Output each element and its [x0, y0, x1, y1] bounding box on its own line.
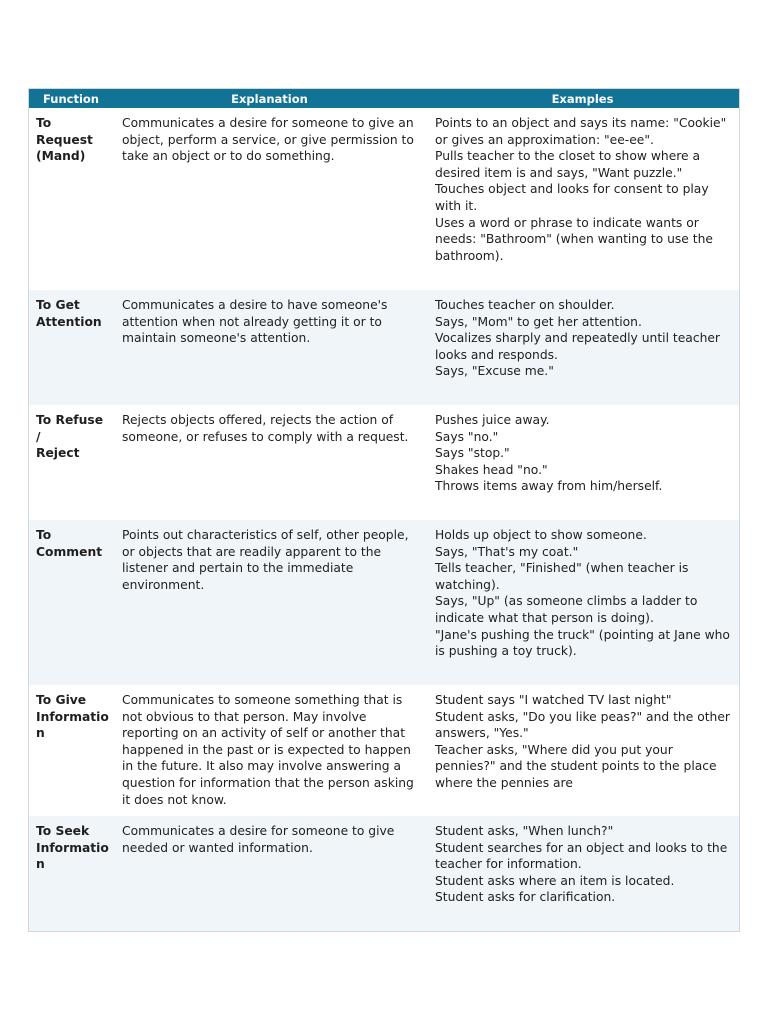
function-label-line: n: [36, 726, 45, 741]
function-cell: [29, 685, 113, 816]
example-item: Student asks for clarification.: [435, 890, 616, 905]
example-item: "Jane's pushing the truck" (pointing at Jane who is pushing a toy truck).: [435, 627, 730, 659]
explanation-cell: Rejects objects offered, rejects the action of someone, or refuses to comply with a request.: [122, 413, 409, 444]
function-cell: [29, 405, 113, 520]
example-item: Holds up object to show someone.: [435, 528, 647, 542]
header-explanation: Explanation: [231, 91, 308, 106]
function-label-line: Attention: [36, 314, 102, 329]
function-label-line: n: [36, 857, 45, 872]
example-item: Vocalizes sharply and repeatedly until teacher looks and responds.: [435, 331, 720, 362]
table-row: [29, 685, 739, 816]
table-row: [29, 290, 739, 405]
header-examples: Examples: [551, 91, 614, 106]
examples-cell: [426, 685, 739, 816]
table-header: [29, 89, 739, 108]
function-label-line: Reject: [36, 446, 80, 461]
examples-cell: [426, 108, 739, 290]
example-item: Says, "Mom" to get her attention.: [435, 314, 642, 329]
example-item: Teacher asks, "Where did you put your pennies?" and the student points to the place where the pennies are: [435, 742, 717, 790]
function-label-line: To: [36, 528, 52, 542]
function-cell: [29, 520, 113, 685]
example-item: Touches teacher on shoulder.: [435, 298, 615, 312]
examples-cell: [426, 405, 739, 520]
example-item: Shakes head "no.": [435, 462, 548, 477]
header-function: Function: [42, 91, 99, 106]
example-item: Points to an object and says its name: "Cookie" or gives an approximation: "ee-ee".: [435, 116, 727, 147]
function-label-line: Comment: [36, 544, 103, 559]
example-item: Student asks, "Do you like peas?" and the other answers, "Yes.": [435, 709, 730, 741]
table-row: [29, 520, 739, 685]
example-item: Tells teacher, "Finished" (when teacher is watching).: [435, 561, 689, 592]
function-label-line: (Mand): [36, 149, 86, 164]
example-item: Touches object and looks for consent to play with it.: [435, 182, 709, 213]
example-item: Says, "That's my coat.": [435, 544, 579, 559]
function-label-line: To Give: [36, 693, 87, 707]
function-label-line: To Get: [36, 298, 80, 312]
example-item: Uses a word or phrase to indicate wants or needs: "Bathroom" (when wanting to use the bathroom).: [435, 215, 713, 263]
function-cell: [29, 108, 113, 290]
function-label-line: To Seek: [36, 824, 90, 838]
table-body: [29, 108, 739, 931]
examples-cell: [426, 290, 739, 405]
example-item: Student asks where an item is located.: [435, 873, 675, 888]
examples-cell: [426, 520, 739, 685]
example-item: Student searches for an object and looks to the teacher for information.: [435, 840, 728, 872]
table-row: [29, 816, 739, 931]
example-item: Says "no.": [435, 429, 499, 444]
example-item: Student asks, "When lunch?": [435, 824, 614, 838]
example-item: Student says "I watched TV last night": [435, 693, 672, 707]
table-row: [29, 405, 739, 520]
explanation-cell: Communicates a desire for someone to give needed or wanted information.: [122, 824, 395, 855]
function-cell: [29, 290, 113, 405]
communication-functions-table: [28, 88, 740, 932]
explanation-cell: Communicates a desire to have someone's attention when not already getting it or to maintain someone's attention.: [122, 298, 388, 346]
example-item: Pushes juice away.: [435, 413, 550, 427]
function-label-line: Informatio: [36, 840, 109, 855]
function-label-line: To Refuse /: [36, 413, 104, 444]
example-item: Says "stop.": [435, 446, 510, 461]
example-item: Says, "Up" (as someone climbs a ladder to indicate what that person is doing).: [435, 594, 698, 625]
examples-cell: [426, 816, 739, 931]
example-item: Pulls teacher to the closet to show where a desired item is and says, "Want puzzle.": [435, 149, 701, 180]
explanation-cell: Points out characteristics of self, other people, or objects that are readily apparent to the listener and pertain to the immediate environment.: [122, 528, 409, 592]
example-item: Throws items away from him/herself.: [435, 479, 663, 494]
function-cell: [29, 816, 113, 931]
explanation-cell: Communicates a desire for someone to give an object, perform a service, or give permission to take an object or to do something.: [122, 116, 414, 164]
function-label-line: Informatio: [36, 709, 109, 724]
explanation-cell: Communicates to someone something that is not obvious to that person. May involve reporting on an activity of self or another that happened in the past or is expected to happen in the future. It also may involve answering a question for information that the person asking it does not know.: [122, 693, 414, 807]
function-label-line: To Request: [36, 116, 93, 147]
example-item: Says, "Excuse me.": [435, 364, 554, 379]
table-row: [29, 108, 739, 290]
